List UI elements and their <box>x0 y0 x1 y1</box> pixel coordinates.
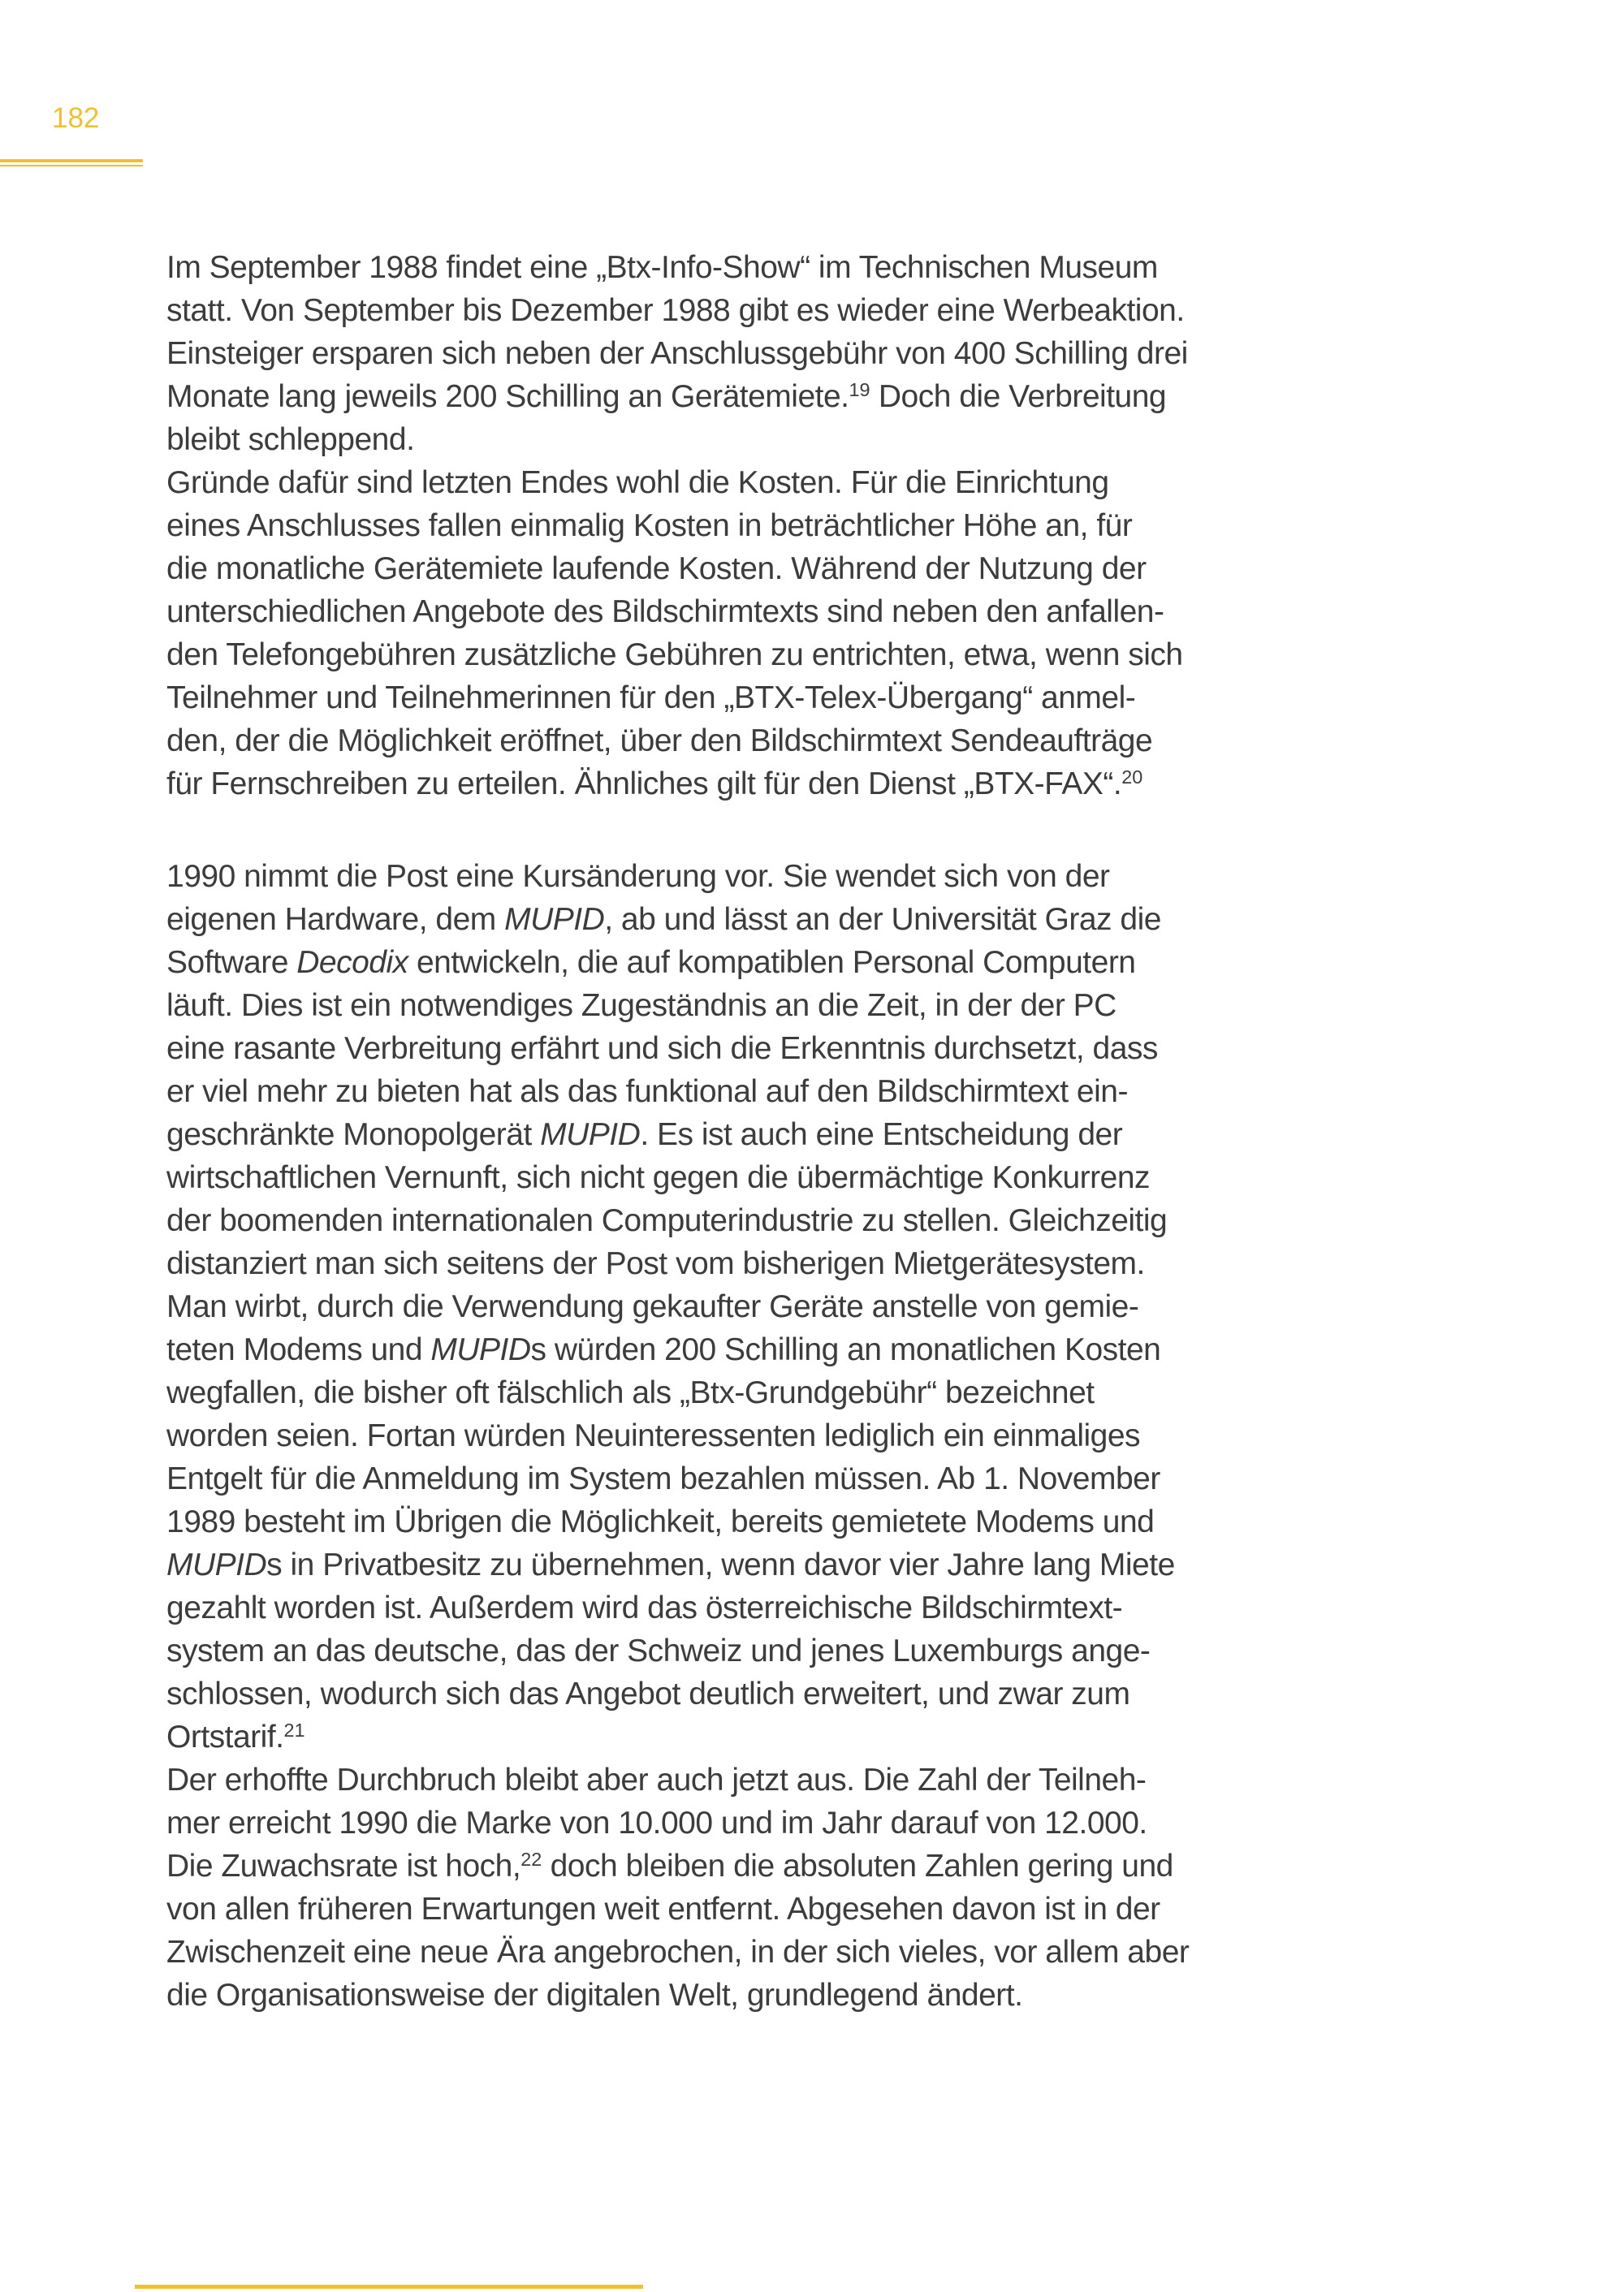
text-run: für Fernschreiben zu erteilen. Ähnliches gilt für den Dienst „BTX-FAX“. <box>166 766 1122 801</box>
text-line <box>166 1673 1189 1716</box>
text-run: unterschiedlichen Angebote des Bildschirmtexts sind neben den anfallen- <box>166 594 1164 629</box>
paragraph-block-2 <box>166 855 1189 2017</box>
text-run: doch bleiben die absoluten Zahlen gering und <box>542 1849 1173 1884</box>
italic-term: MUPID <box>430 1332 531 1367</box>
text-run: Entgelt für die Anmeldung im System bezahlen müssen. Ab 1. November <box>166 1461 1160 1496</box>
text-line <box>166 418 1188 461</box>
top-accent-rule <box>0 159 143 166</box>
text-line <box>166 1371 1189 1414</box>
text-run: Im September 1988 findet eine „Btx-Info-Show“ im Technischen Museum <box>166 250 1158 285</box>
italic-term: MUPID <box>504 902 605 937</box>
paragraph-block-1 <box>166 246 1188 805</box>
text-run: Ortstarif. <box>166 1720 284 1755</box>
text-line <box>166 1328 1189 1371</box>
text-run: den, der die Möglichkeit eröffnet, über den Bildschirmtext Sendeaufträge <box>166 723 1153 758</box>
text-run: die Organisationsweise der digitalen Welt, grundlegend ändert. <box>166 1978 1023 2013</box>
text-run: Einsteiger ersparen sich neben der Anschlussgebühr von 400 Schilling drei <box>166 336 1188 371</box>
text-run: wirtschaftlichen Vernunft, sich nicht gegen die übermächtige Konkurrenz <box>166 1160 1151 1195</box>
text-run: entwickeln, die auf kompatiblen Personal Computern <box>408 945 1136 980</box>
text-line <box>166 762 1188 805</box>
footnote-ref: 19 <box>849 379 870 401</box>
text-line <box>166 375 1188 418</box>
text-line <box>166 1070 1189 1113</box>
text-line <box>166 633 1188 676</box>
text-line <box>166 676 1188 719</box>
footnote-ref: 22 <box>520 1849 542 1871</box>
text-line <box>166 855 1189 898</box>
text-line <box>166 1199 1189 1242</box>
text-line <box>166 547 1188 590</box>
text-line <box>166 1285 1189 1328</box>
text-line <box>166 1543 1189 1586</box>
text-line <box>166 461 1188 504</box>
text-run: s in Privatbesitz zu übernehmen, wenn davor vier Jahre lang Miete <box>266 1547 1175 1582</box>
text-line <box>166 941 1189 984</box>
text-line <box>166 1414 1189 1457</box>
text-run: Software <box>166 945 297 980</box>
text-run: worden seien. Fortan würden Neuinteressenten lediglich ein einmaliges <box>166 1418 1141 1453</box>
text-line <box>166 1586 1189 1629</box>
text-run: s würden 200 Schilling an monatlichen Kosten <box>530 1332 1161 1367</box>
text-line <box>166 984 1189 1027</box>
text-run: system an das deutsche, das der Schweiz und jenes Luxemburgs ange- <box>166 1634 1151 1668</box>
text-run: mer erreicht 1990 die Marke von 10.000 und im Jahr darauf von 12.000. <box>166 1806 1147 1841</box>
text-line <box>166 719 1188 762</box>
text-run: teten Modems und <box>166 1332 431 1367</box>
text-run: Man wirbt, durch die Verwendung gekaufter Geräte anstelle von gemie- <box>166 1289 1139 1324</box>
text-line <box>166 1759 1189 1802</box>
text-line <box>166 1974 1189 2017</box>
text-line <box>166 1931 1189 1974</box>
text-run: Teilnehmer und Teilnehmerinnen für den „BTX-Telex-Übergang“ anmel- <box>166 680 1136 715</box>
text-line <box>166 332 1188 375</box>
text-run: der boomenden internationalen Computerindustrie zu stellen. Gleichzeitig <box>166 1203 1168 1238</box>
page-number: 182 <box>52 102 100 134</box>
text-line <box>166 1629 1189 1673</box>
text-line <box>166 1500 1189 1543</box>
text-line <box>166 1113 1189 1156</box>
text-line <box>166 289 1188 332</box>
text-run: von allen früheren Erwartungen weit entfernt. Abgesehen davon ist in der <box>166 1892 1160 1927</box>
italic-term: MUPID <box>540 1117 641 1152</box>
text-line <box>166 1716 1189 1759</box>
text-line <box>166 1027 1189 1070</box>
text-run: gezahlt worden ist. Außerdem wird das österreichische Bildschirmtext- <box>166 1591 1123 1625</box>
text-run: bleibt schleppend. <box>166 422 415 457</box>
text-line <box>166 898 1189 941</box>
text-line <box>166 1156 1189 1199</box>
text-line <box>166 590 1188 633</box>
text-run: 1990 nimmt die Post eine Kursänderung vor. Sie wendet sich von der <box>166 859 1110 894</box>
text-run: statt. Von September bis Dezember 1988 gibt es wieder eine Werbeaktion. <box>166 293 1185 328</box>
text-run: Monate lang jeweils 200 Schilling an Gerätemiete. <box>166 379 849 414</box>
text-line <box>166 1457 1189 1500</box>
text-run: distanziert man sich seitens der Post vom bisherigen Mietgerätesystem. <box>166 1246 1145 1281</box>
text-line <box>166 1242 1189 1285</box>
text-run: geschränkte Monopolgerät <box>166 1117 541 1152</box>
text-run: Gründe dafür sind letzten Endes wohl die Kosten. Für die Einrichtung <box>166 465 1109 500</box>
text-run: , ab und lässt an der Universität Graz die <box>604 902 1161 937</box>
italic-term: Decodix <box>296 945 408 980</box>
text-run: Der erhoffte Durchbruch bleibt aber auch jetzt aus. Die Zahl der Teilneh- <box>166 1763 1147 1798</box>
text-run: Doch die Verbreitung <box>870 379 1167 414</box>
text-run: eigenen Hardware, dem <box>166 902 505 937</box>
text-run: Zwischenzeit eine neue Ära angebrochen, in der sich vieles, vor allem aber <box>166 1935 1190 1970</box>
text-line <box>166 1888 1189 1931</box>
text-line <box>166 1802 1189 1845</box>
text-run: schlossen, wodurch sich das Angebot deutlich erweitert, und zwar zum <box>166 1677 1130 1711</box>
text-run: wegfallen, die bisher oft fälschlich als „Btx-Grundgebühr“ bezeichnet <box>166 1375 1095 1410</box>
text-run: eines Anschlusses fallen einmalig Kosten in beträchtlicher Höhe an, für <box>166 508 1133 543</box>
italic-term: MUPID <box>166 1547 267 1582</box>
text-run: läuft. Dies ist ein notwendiges Zugeständnis an die Zeit, in der der PC <box>166 988 1116 1023</box>
footnote-ref: 21 <box>283 1720 305 1742</box>
text-run: er viel mehr zu bieten hat als das funktional auf den Bildschirmtext ein- <box>166 1074 1128 1109</box>
text-line <box>166 504 1188 547</box>
text-line <box>166 246 1188 289</box>
text-run: . Es ist auch eine Entscheidung der <box>640 1117 1123 1152</box>
bottom-accent-rule <box>135 2285 643 2289</box>
text-run: die monatliche Gerätemiete laufende Kosten. Während der Nutzung der <box>166 551 1147 586</box>
text-run: 1989 besteht im Übrigen die Möglichkeit, bereits gemietete Modems und <box>166 1504 1155 1539</box>
text-run: den Telefongebühren zusätzliche Gebühren zu entrichten, etwa, wenn sich <box>166 637 1183 672</box>
text-run: eine rasante Verbreitung erfährt und sich die Erkenntnis durchsetzt, dass <box>166 1031 1158 1066</box>
footnote-ref: 20 <box>1121 766 1143 788</box>
text-run: Die Zuwachsrate ist hoch, <box>166 1849 521 1884</box>
text-line <box>166 1845 1189 1888</box>
